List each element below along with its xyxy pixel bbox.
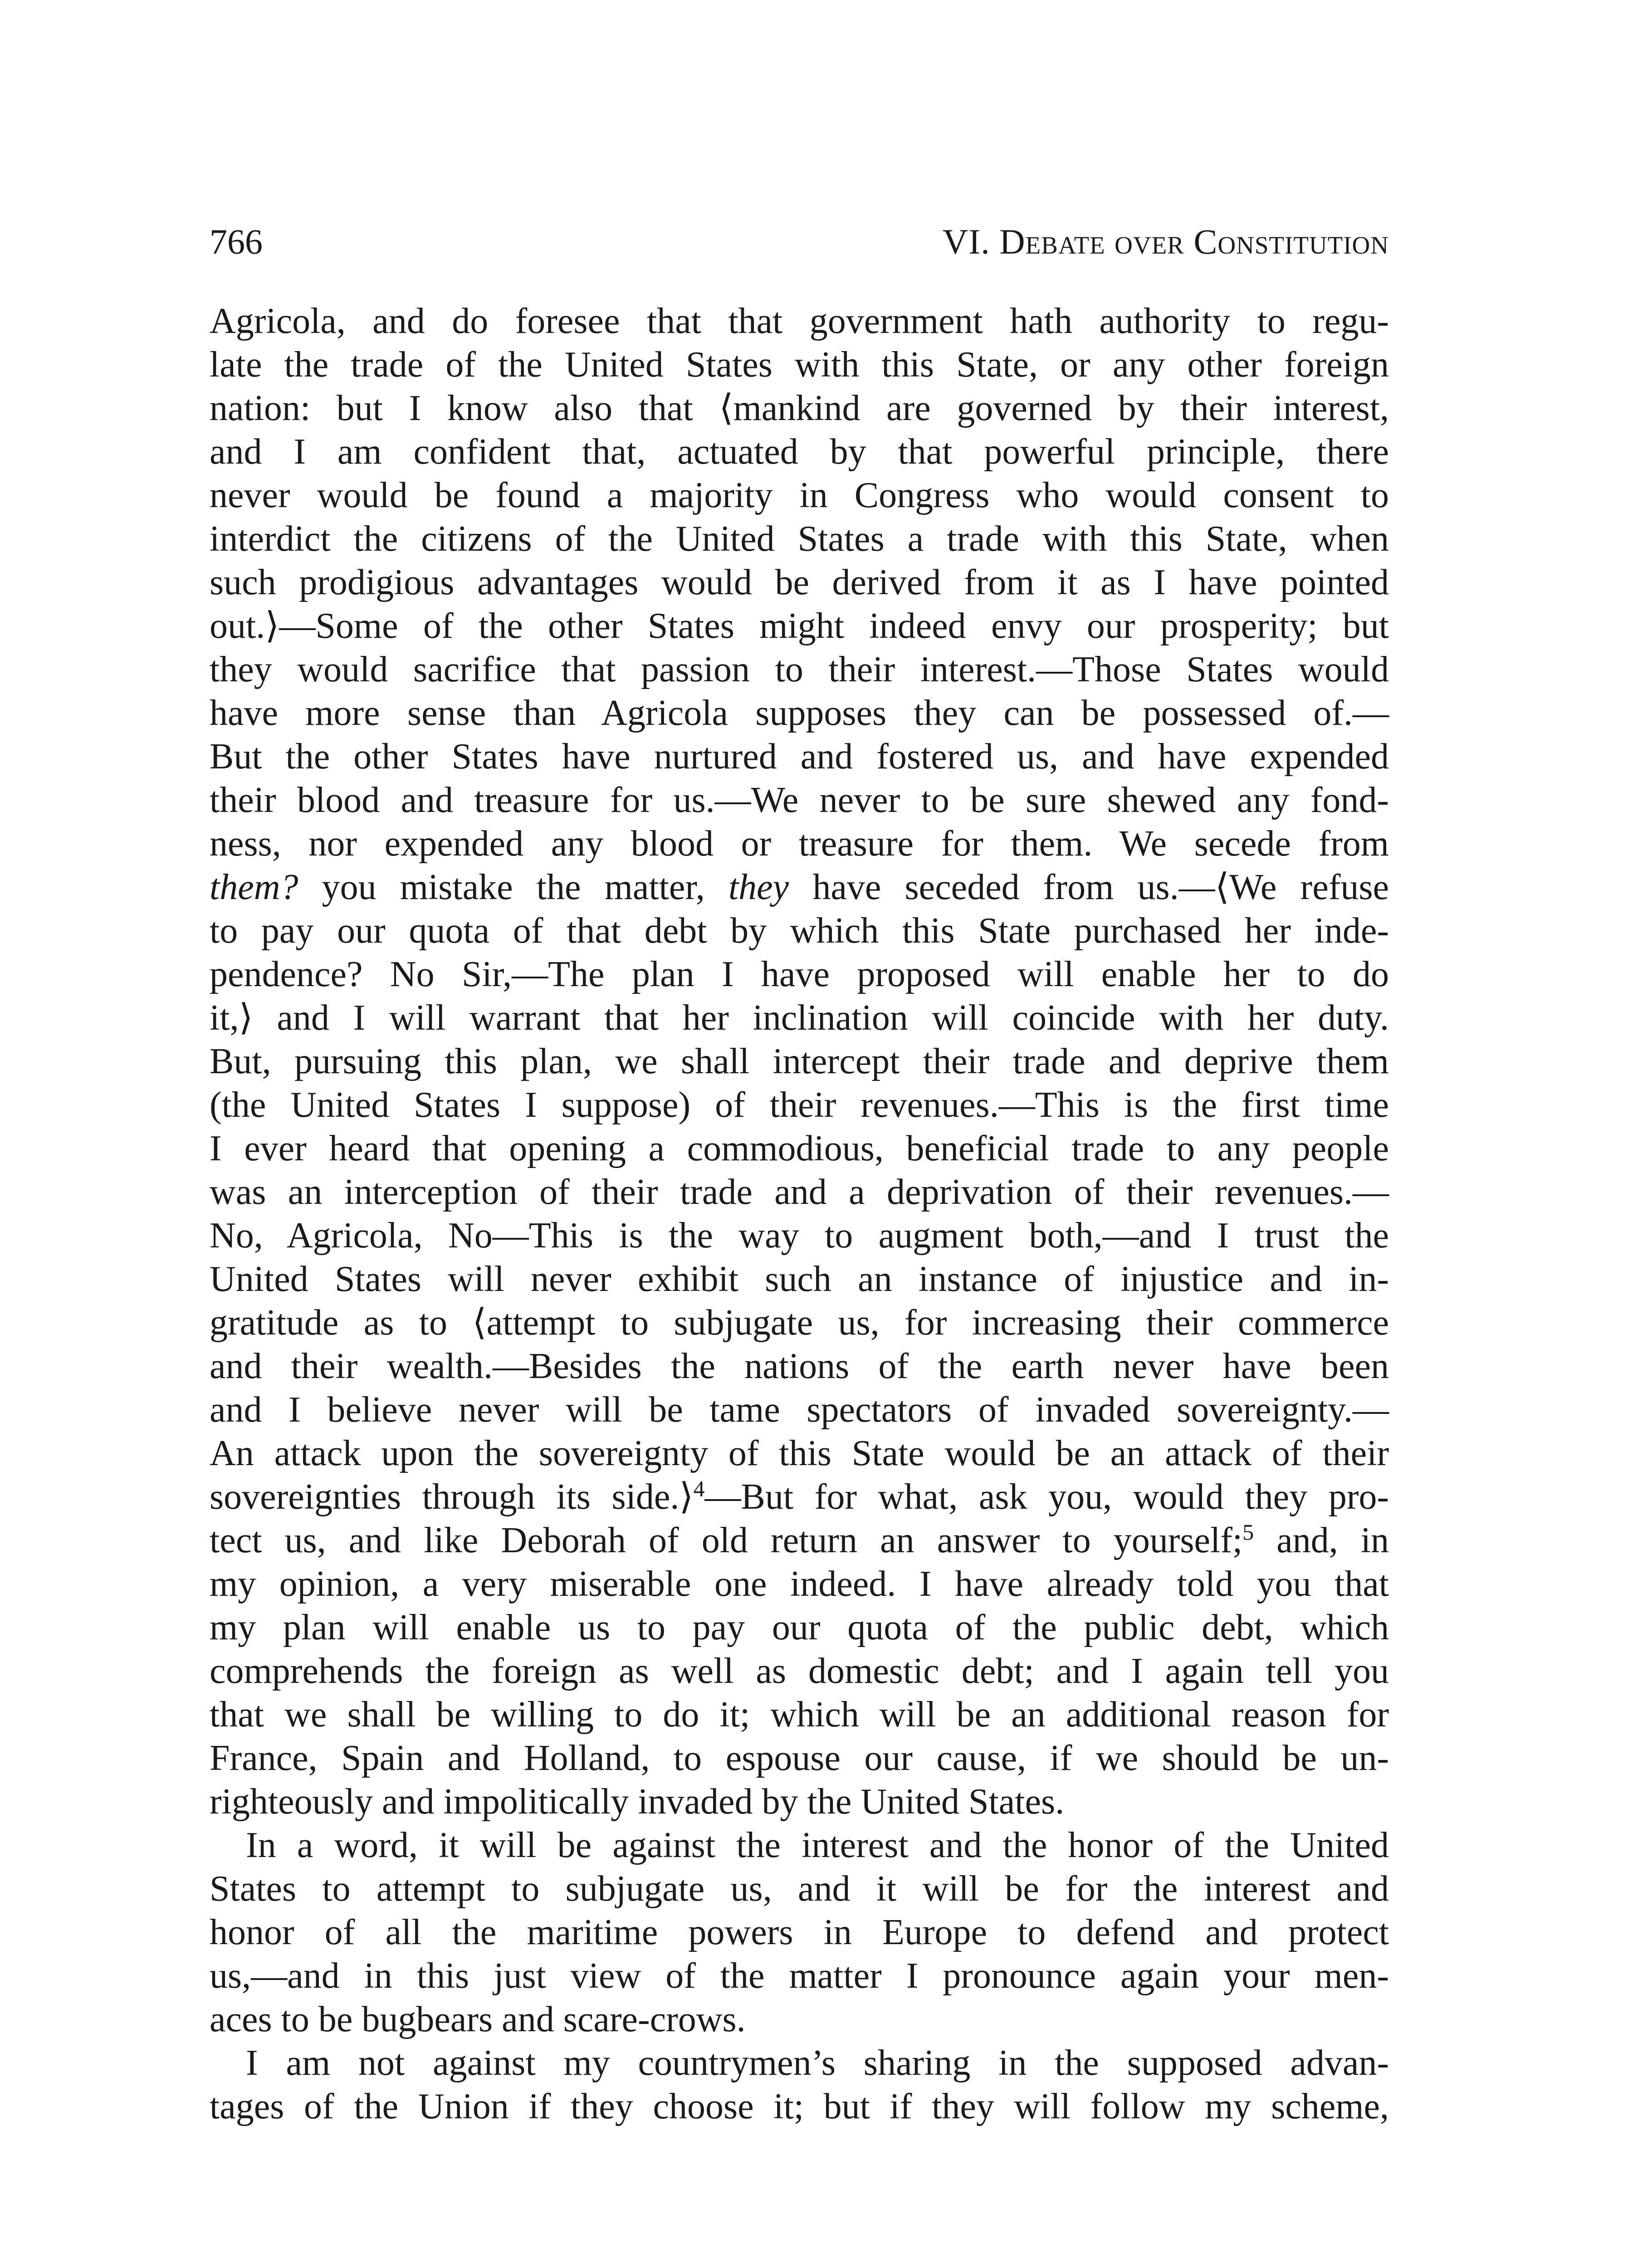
text-line: and I believe never will be tame spectators of invaded sovereignty.— xyxy=(210,1390,1389,1430)
text-line: my opinion, a very miserable one indeed. I have already told you that xyxy=(210,1564,1389,1604)
text-line-with-footnote xyxy=(210,1475,1389,1519)
text-line: In a word, it will be against the interest and the honor of the United xyxy=(246,1825,1389,1865)
text-line: I am not against my countrymen’s sharing in the supposed advan- xyxy=(246,2043,1389,2083)
text-line: it,⟩ and I will warrant that her inclination will coincide with her duty. xyxy=(210,998,1389,1038)
text-line: nation: but I know also that ⟨mankind are governed by their interest, xyxy=(210,388,1389,428)
text-segment: —But for what, ask you, would they pro- xyxy=(704,1477,1389,1517)
text-segment: tect us, and like Deborah of old return an answer to yourself; xyxy=(210,1520,1243,1560)
running-title: VI. Debate over Constitution xyxy=(942,222,1389,261)
text-line: Agricola, and do foresee that that government hath authority to regu- xyxy=(210,301,1389,341)
text-segment: and, in xyxy=(1254,1520,1389,1560)
text-line: United States will never exhibit such an instance of injustice and in- xyxy=(210,1259,1389,1299)
text-line: that we shall be willing to do it; which will be an additional reason for xyxy=(210,1695,1389,1735)
italic-word: them? xyxy=(210,867,298,907)
text-line: and their wealth.—Besides the nations of the earth never have been xyxy=(210,1346,1389,1386)
text-line: But the other States have nurtured and fostered us, and have expended xyxy=(210,737,1389,777)
text-line: But, pursuing this plan, we shall intercept their trade and deprive them xyxy=(210,1041,1389,1081)
text-line: tages of the Union if they choose it; but if they will follow my scheme, xyxy=(210,2087,1389,2126)
text-line: No, Agricola, No—This is the way to augment both,—and I trust the xyxy=(210,1216,1389,1256)
text-line: gratitude as to ⟨attempt to subjugate us, for increasing their commerce xyxy=(210,1303,1389,1343)
text-line: honor of all the maritime powers in Europe to defend and protect xyxy=(210,1912,1389,1952)
paragraph-3 xyxy=(210,2041,1389,2128)
page-number: 766 xyxy=(210,222,263,261)
text-segment: have seceded from us.—⟨We refuse xyxy=(789,867,1389,907)
text-line: (the United States I suppose) of their revenues.—This is the first time xyxy=(210,1085,1389,1125)
text-line: us,—and in this just view of the matter I pronounce again your men- xyxy=(210,1956,1389,1996)
text-line: righteously and impolitically invaded by the United States. xyxy=(210,1782,1065,1822)
italic-word: they xyxy=(728,867,789,907)
text-line: have more sense than Agricola supposes they can be possessed of.— xyxy=(210,693,1389,733)
text-line: they would sacrifice that passion to their interest.—Those States would xyxy=(210,650,1389,689)
body-text xyxy=(210,299,1389,2128)
text-line: France, Spain and Holland, to espouse our cause, if we should be un- xyxy=(210,1738,1389,1778)
footnote-marker: 4 xyxy=(693,1476,705,1501)
text-line: I ever heard that opening a commodious, beneficial trade to any people xyxy=(210,1129,1389,1168)
text-line: never would be found a majority in Congress who would consent to xyxy=(210,475,1389,515)
text-line: late the trade of the United States with this State, or any other foreign xyxy=(210,345,1389,385)
text-line: such prodigious advantages would be derived from it as I have pointed xyxy=(210,562,1389,602)
text-line: and I am confident that, actuated by that powerful principle, there xyxy=(210,432,1389,472)
text-line: pendence? No Sir,—The plan I have proposed will enable her to do xyxy=(210,954,1389,994)
paragraph-1 xyxy=(210,299,1389,1823)
text-line: aces to be bugbears and scare-crows. xyxy=(210,1999,746,2039)
paragraph-2 xyxy=(210,1823,1389,2041)
text-line-with-footnote xyxy=(210,1519,1389,1562)
text-line: out.⟩—Some of the other States might indeed envy our prosperity; but xyxy=(210,606,1389,646)
text-line: ness, nor expended any blood or treasure for them. We secede from xyxy=(210,824,1389,864)
footnote-marker: 5 xyxy=(1242,1519,1254,1545)
text-line: An attack upon the sovereignty of this State would be an attack of their xyxy=(210,1433,1389,1473)
text-line: was an interception of their trade and a deprivation of their revenues.— xyxy=(210,1172,1389,1212)
running-head xyxy=(210,217,1389,267)
text-line: to pay our quota of that debt by which this State purchased her inde- xyxy=(210,911,1389,951)
text-segment: sovereignties through its side.⟩ xyxy=(210,1477,694,1517)
text-segment: you mistake the matter, xyxy=(298,867,728,907)
text-line: interdict the citizens of the United States a trade with this State, when xyxy=(210,519,1389,559)
text-line: my plan will enable us to pay our quota of the public debt, which xyxy=(210,1608,1389,1647)
text-line: their blood and treasure for us.—We never to be sure shewed any fond- xyxy=(210,780,1389,820)
text-line: States to attempt to subjugate us, and it will be for the interest and xyxy=(210,1869,1389,1909)
text-line: comprehends the foreign as well as domestic debt; and I again tell you xyxy=(210,1651,1389,1691)
text-line-with-italics xyxy=(210,865,1389,909)
